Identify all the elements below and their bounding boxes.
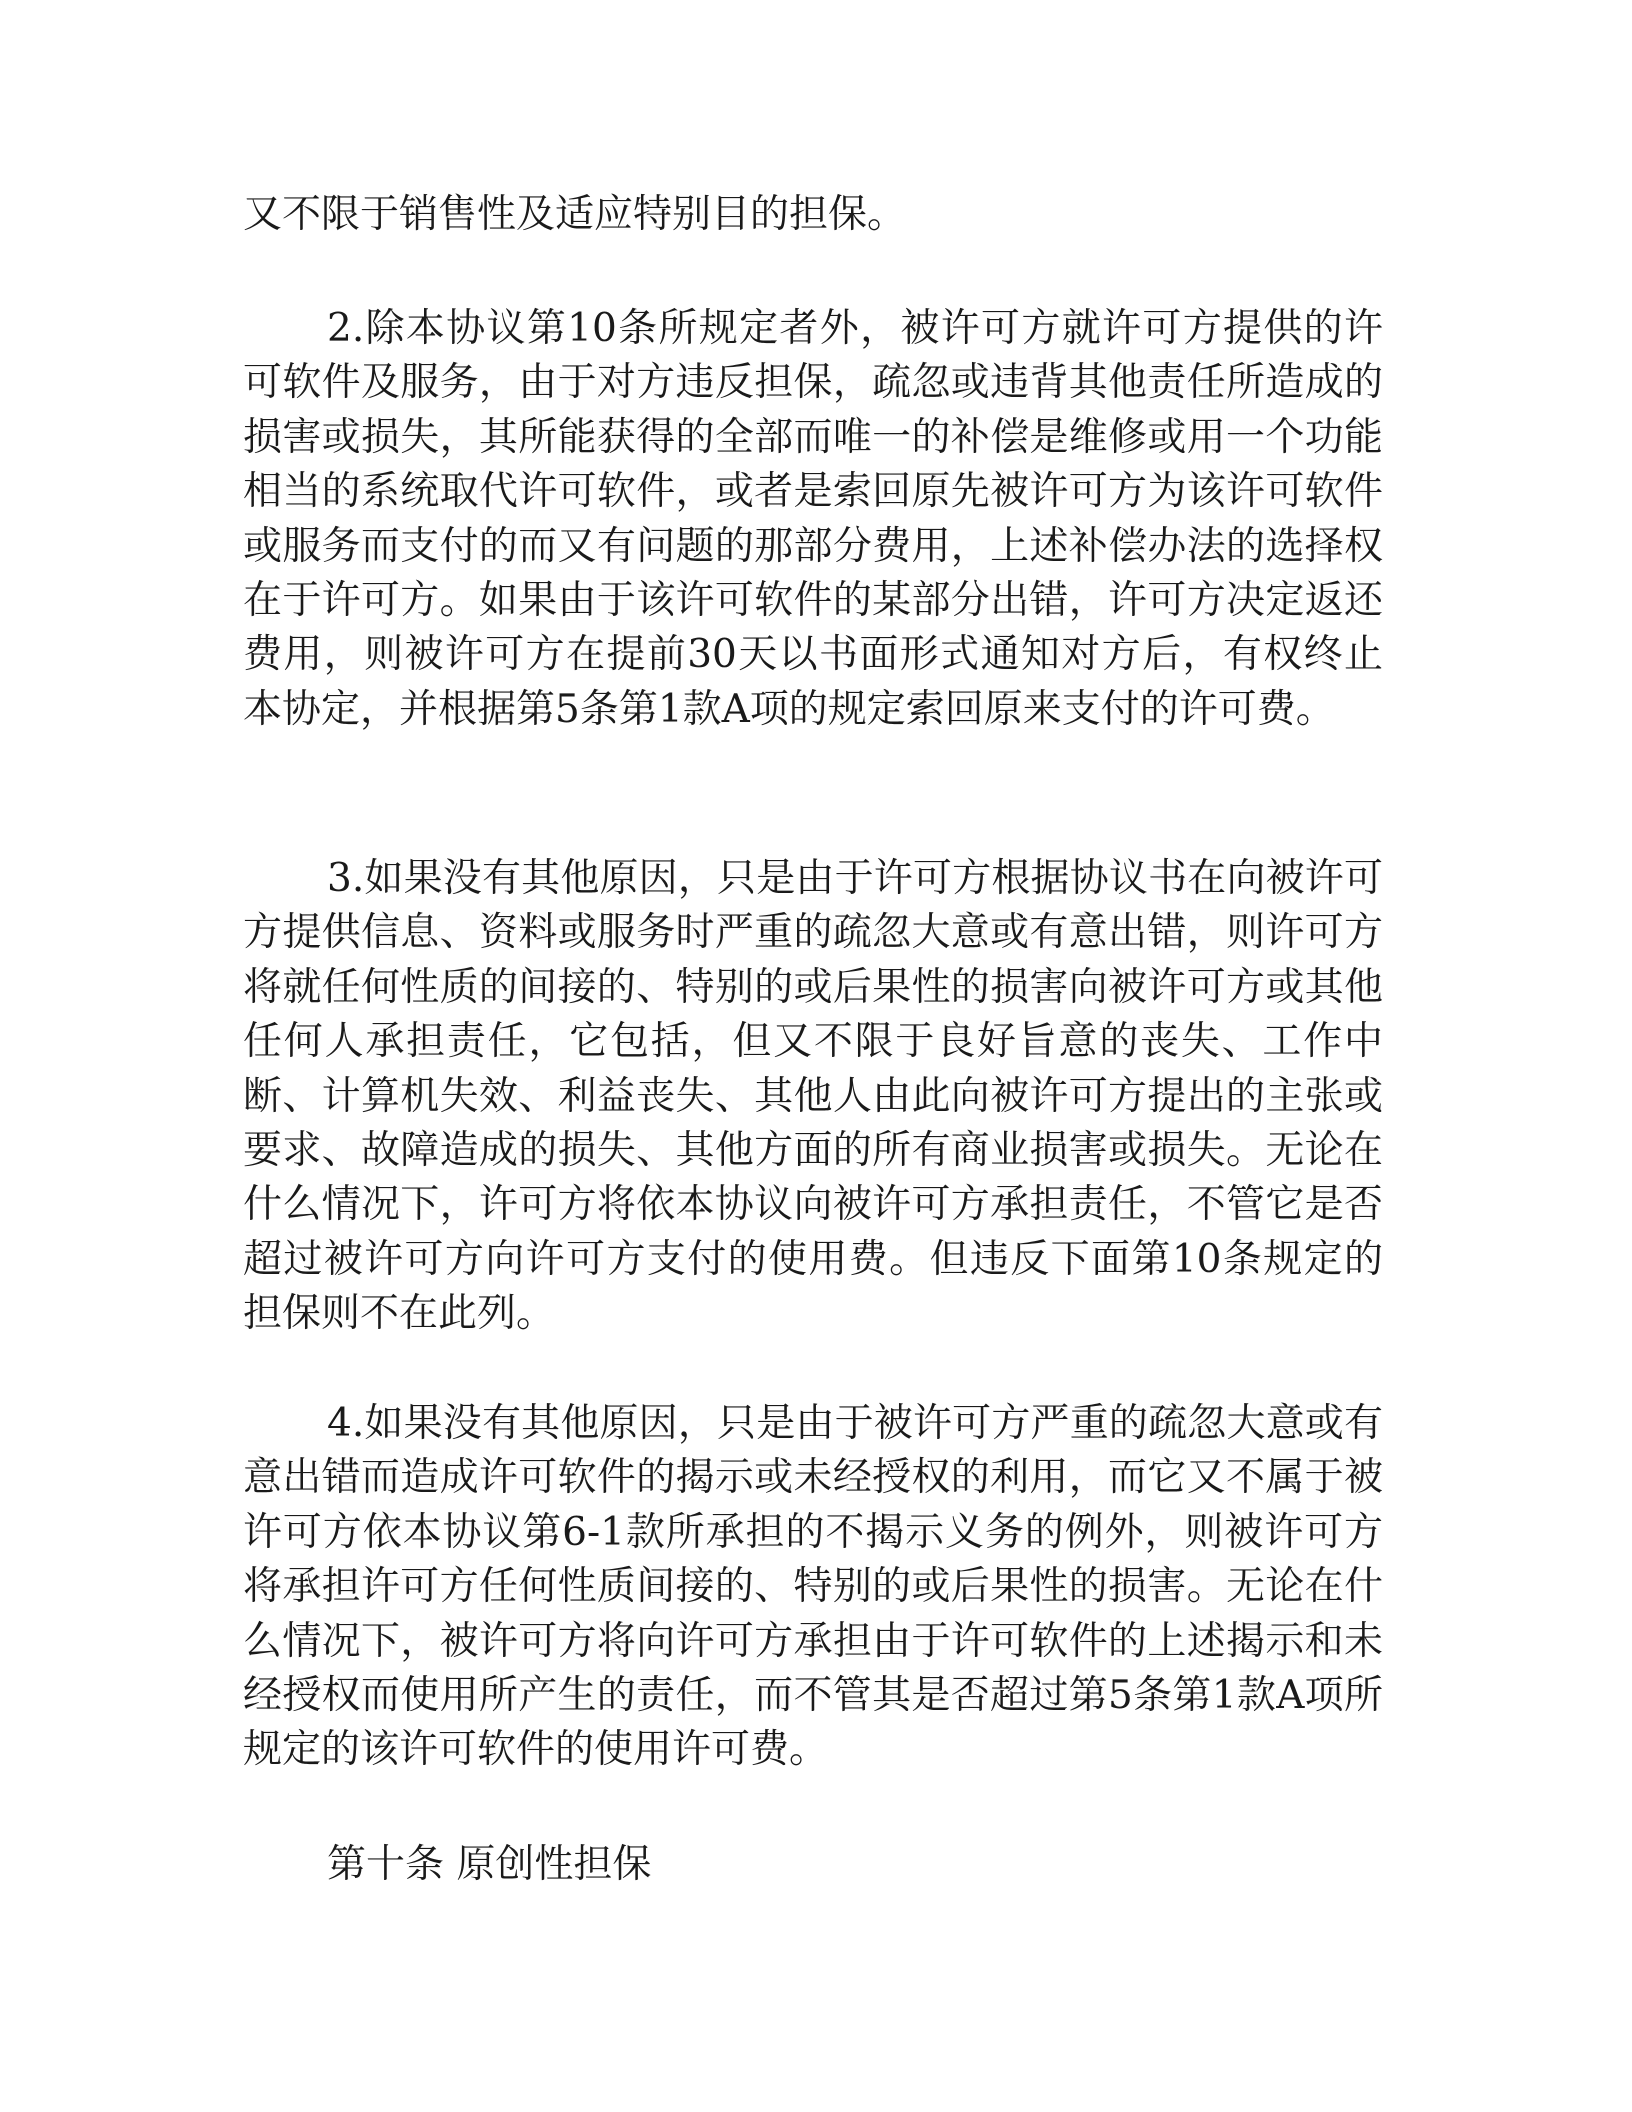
paragraph-clause-2: 2.除本协议第10条所规定者外，被许可方就许可方提供的许可软件及服务，由于对方违反担保，疏忽或违背其他责任所造成的损害或损失，其所能获得的全部而唯一的补偿是维修或用一个功能相当的系统取代许可软件，或者是索回原先被许可方为该许可软件或服务而支付的而又有问题的那部分费用，上述补偿办法的选择权在于许可方。如果由于该许可软件的某部分出错，许可方决定返还费用，则被许可方在提前30天以书面形式通知对方后，有权终止本协定，并根据第5条第1款A项的规定索回原来支付的许可费。: [243, 306, 1383, 732]
paragraph-clause-3: 3.如果没有其他原因，只是由于许可方根据协议书在向被许可方提供信息、资料或服务时严重的疏忽大意或有意出错，则许可方将就任何性质的间接的、特别的或后果性的损害向被许可方或其他任何人承担责任，它包括，但又不限于良好旨意的丧失、工作中断、计算机失效、利益丧失、其他人由此向被许可方提出的主张或要求、故障造成的损失、其他方面的所有商业损害或损失。无论在什么情况下，许可方将依本协议向被许可方承担责任，不管它是否超过被许可方向许可方支付的使用费。但违反下面第10条规定的担保则不在此列。: [243, 856, 1383, 1337]
paragraph-clause-4: 4.如果没有其他原因，只是由于被许可方严重的疏忽大意或有意出错而造成许可软件的揭示或未经授权的利用，而它又不属于被许可方依本协议第6-1款所承担的不揭示义务的例外，则被许可方将承担许可方任何性质间接的、特别的或后果性的损害。无论在什么情况下，被许可方将向许可方承担由于许可软件的上述揭示和未经授权而使用所产生的责任，而不管其是否超过第5条第1款A项所规定的该许可软件的使用许可费。: [243, 1401, 1383, 1773]
section-heading: 第十条 原创性担保: [327, 1842, 652, 1887]
paragraph-continuation: 又不限于销售性及适应特别目的担保。: [243, 192, 907, 237]
